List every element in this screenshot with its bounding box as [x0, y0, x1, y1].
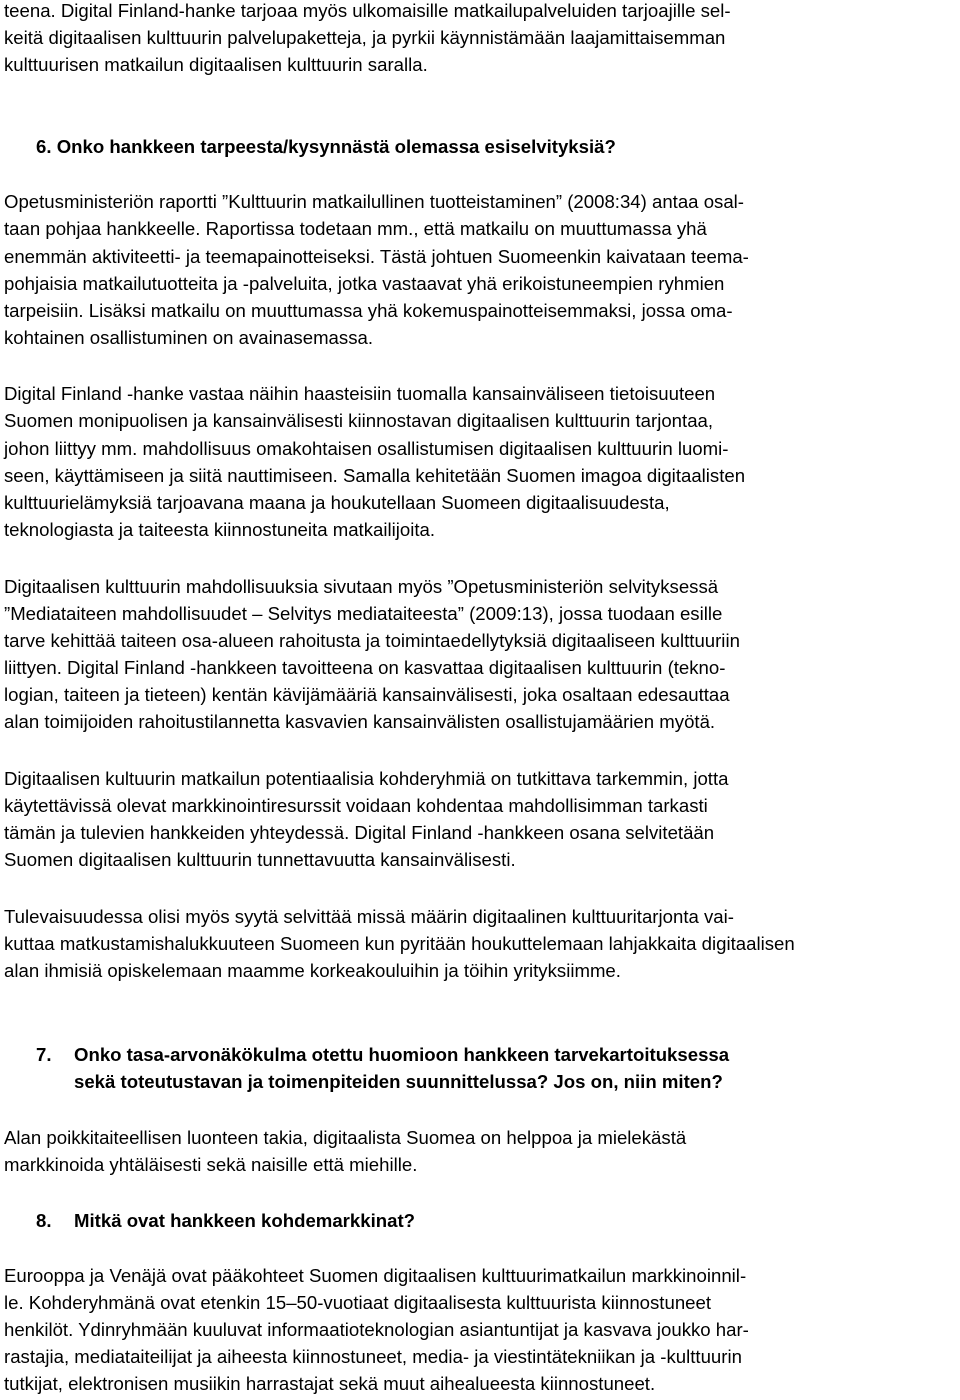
section-title-line: Onko tasa-arvonäkökulma otettu huomioon hankkeen tarvekartoituksessa	[74, 1044, 730, 1065]
text-line: alan toimijoiden rahoitustilannetta kasvavien kansainvälisten osallistujamäärien myötä.	[4, 711, 716, 732]
text-line: Opetusministeriön raportti ”Kulttuurin matkailullinen tuotteistaminen” (2008:34) antaa osal-	[4, 191, 744, 212]
text-line: markkinoida yhtäläisesti sekä naisille että miehille.	[4, 1154, 418, 1175]
text-line: enemmän aktiviteetti- ja teemapainotteiseksi. Tästä johtuen Suomeenkin kaivataan teema-	[4, 246, 749, 267]
section-title: Mitkä ovat hankkeen kohdemarkkinat?	[74, 1210, 415, 1231]
text-line: keitä digitaalisen kulttuurin palvelupaketteja, ja pyrkii käynnistämään laajamittaisemman	[4, 27, 726, 48]
text-line: Digital Finland -hanke vastaa näihin haasteisiin tuomalla kansainväliseen tietoisuuteen	[4, 383, 716, 404]
section-number: 7.	[36, 1044, 52, 1065]
text-line: Suomen monipuolisen ja kansainvälisesti kiinnostavan digitaalisen kulttuurin tarjontaa,	[4, 410, 714, 431]
text-line: rastajia, mediataiteilijat ja aiheesta kiinnostuneet, media- ja viestintätekniikan ja -kulttuurin	[4, 1346, 742, 1367]
text-line: logian, taiteen ja tieteen) kentän kävijämääriä kansainvälisesti, joka osaltaan edesauttaa	[4, 684, 730, 705]
text-line: le. Kohderyhmänä ovat etenkin 15–50-vuotiaat digitaalisesta kulttuurista kiinnostuneet	[4, 1292, 712, 1313]
text-line: kulttuurielämyksiä tarjoavana maana ja houkutellaan Suomeen digitaalisuudesta,	[4, 492, 670, 513]
text-line: pohjaisia matkailutuotteita ja -palveluita, jotka vastaavat yhä erikoistuneempien ryhmien	[4, 273, 725, 294]
text-line: henkilöt. Ydinryhmään kuuluvat informaatioteknologian asiantuntijat ja kasvava joukko har-	[4, 1319, 749, 1340]
text-line: Alan poikkitaiteellisen luonteen takia, digitaalista Suomea on helppoa ja mielekästä	[4, 1127, 687, 1148]
section-number: 8.	[36, 1210, 52, 1231]
text-line: käytettävissä olevat markkinointiresurssit voidaan kohdentaa mahdollisimman tarkasti	[4, 795, 708, 816]
section-6-heading	[36, 134, 616, 161]
text-line: kuttaa matkustamishalukkuuteen Suomeen kun pyritään houkuttelemaan lahjakkaita digitaalisen	[4, 933, 795, 954]
text-line: teknologiasta ja taiteesta kiinnostuneita matkailijoita.	[4, 519, 436, 540]
text-line: teena. Digital Finland-hanke tarjoaa myös ulkomaisille matkailupalveluiden tarjoajille sel-	[4, 0, 731, 21]
text-line: liittyen. Digital Finland -hankkeen tavoitteena on kasvattaa digitaalisen kulttuurin (tekno-	[4, 657, 726, 678]
section-number: 6.	[36, 136, 52, 157]
text-line: kohtainen osallistuminen on avainasemassa.	[4, 327, 373, 348]
text-line: taan pohjaa hankkeelle. Raportissa todetaan mm., että matkailu on muuttumassa yhä	[4, 218, 707, 239]
text-line: tarve kehittää taiteen osa-alueen rahoitusta ja toimintaedellytyksiä digitaaliseen kulttuuriin	[4, 630, 740, 651]
text-line: seen, käyttämiseen ja siitä nauttimiseen. Samalla kehitetään Suomen imagoa digitaalisten	[4, 465, 746, 486]
text-line: Tulevaisuudessa olisi myös syytä selvittää missä määrin digitaalinen kulttuuritarjonta vai-	[4, 906, 734, 927]
text-line: Eurooppa ja Venäjä ovat pääkohteet Suomen digitaalisen kulttuurimatkailun markkinoinnil-	[4, 1265, 747, 1286]
section-title: Onko hankkeen tarpeesta/kysynnästä olemassa esiselvityksiä?	[56, 136, 616, 157]
text-line: tarpeisiin. Lisäksi matkailu on muuttumassa yhä kokemuspainotteisemmaksi, jossa oma-	[4, 300, 733, 321]
text-line: tutkijat, elektronisen musiikin harrastajat sekä muut aihealueesta kiinnostuneet.	[4, 1373, 656, 1394]
text-line: Digitaalisen kultuurin matkailun potentiaalisia kohderyhmiä on tutkittava tarkemmin, jotta	[4, 768, 729, 789]
text-line: tämän ja tulevien hankkeiden yhteydessä. Digital Finland -hankkeen osana selvitetään	[4, 822, 715, 843]
text-line: kulttuurisen matkailun digitaalisen kulttuurin saralla.	[4, 54, 428, 75]
text-line: Digitaalisen kulttuurin mahdollisuuksia sivutaan myös ”Opetusministeriön selvityksessä	[4, 576, 719, 597]
text-line: johon liittyy mm. mahdollisuus omakohtaisen osallistumisen digitaalisen kulttuurin luomi-	[4, 438, 729, 459]
text-line: Suomen digitaalisen kulttuurin tunnettavuutta kansainvälisesti.	[4, 849, 516, 870]
text-line: ”Mediataiteen mahdollisuudet – Selvitys mediataiteesta” (2009:13), jossa tuodaan esille	[4, 603, 723, 624]
text-line: alan ihmisiä opiskelemaan maamme korkeakouluihin ja töihin yrityksiimme.	[4, 960, 621, 981]
section-title-line: sekä toteutustavan ja toimenpiteiden suunnittelussa? Jos on, niin miten?	[74, 1071, 723, 1092]
